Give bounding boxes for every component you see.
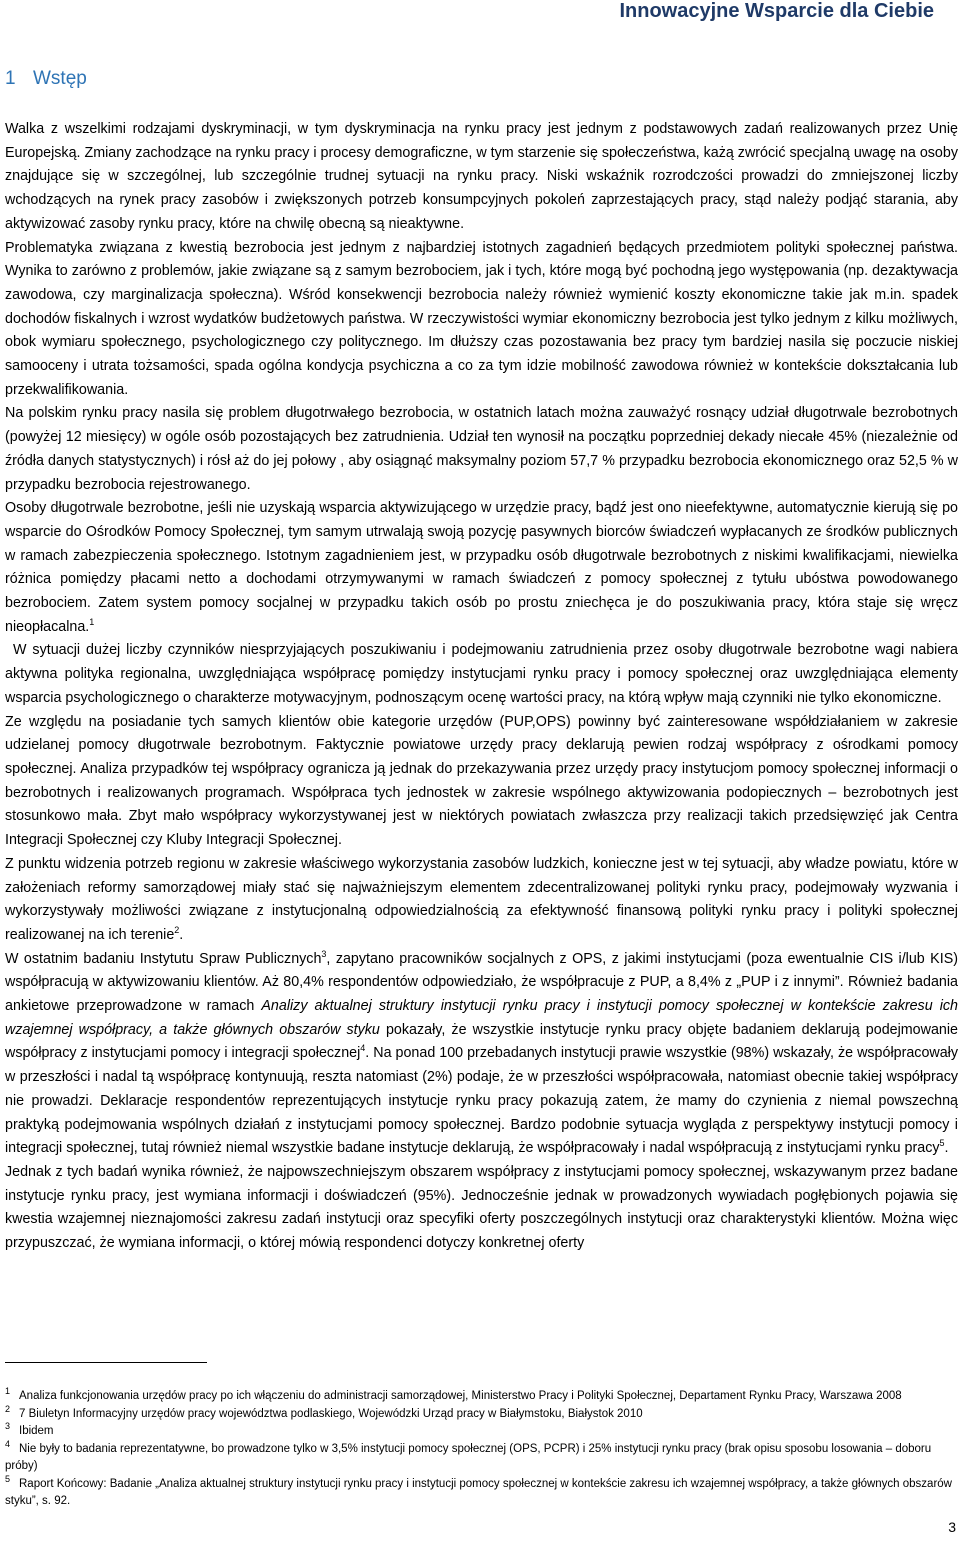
footnote-ref-4: 4 xyxy=(360,1043,366,1054)
footnote-number: 5 xyxy=(5,1473,11,1484)
footnote-separator xyxy=(5,1362,207,1363)
footnote-text: 7 Biuletyn Informacyjny urzędów pracy województwa podlaskiego, Wojewódzki Urząd pracy w Białymstoku, Białystok 2010 xyxy=(19,1407,643,1420)
footnote-number: 3 xyxy=(5,1421,11,1432)
footnote-4 xyxy=(5,1438,958,1476)
paragraph-3: Na polskim rynku pracy nasila się problem długotrwałego bezrobocia, w ostatnich latach można zauważyć rosnący udział długotrwale bezrobotnych (powyżej 12 miesięcy) w ogóle osób pozostających bez zatrudnienia. Udział ten wynosił na początku poprzedniej dekady niecałe 45% (niezależnie od źródła danych statystycznych) i rósł aż do jej połowy , aby osiągnąć maksymalny poziom 57,7 % przypadku bezrobocia ekonomicznego oraz 52,5 % w przypadku bezrobocia rejestrowanego. xyxy=(5,405,958,493)
paragraph-2: Problematyka związana z kwestią bezrobocia jest jednym z najbardziej istotnych zagadnień będących przedmiotem polityki społecznej państwa. Wynika to zarówno z problemów, jakie związane są z samym bezrobociem, jak i tych, które mogą być pochodną jego występowania (np. dezaktywacja zawodowa, czy marginalizacja społeczna). Wśród konsekwencji bezrobocia należy również wymienić koszty ekonomiczne takie jak m.in. spadek dochodów fiskalnych i wzrost wydatków budżetowych państwa. W rzeczywistości wymiar ekonomiczny bezrobocia jest tylko jednym z kilku możliwych, obok wymiaru społecznego, psychologicznego czy politycznego. Im dłuższy czas pozostawania bez pracy tym bardziej nasila się poczucie niskiej samooceny i utrata tożsamości, spada ogólna kondycja psychiczna a co za tym idzie mobilność zawodowa również w kontekście dokształcania lub przekwalifikowania. xyxy=(5,239,958,398)
section-heading xyxy=(5,68,87,90)
footnote-ref-5: 5 xyxy=(939,1138,945,1149)
paragraph-8-text-c: pokazały, że wszystkie instytucje rynku pracy objęte badaniem deklarują podejmowanie współpracy z instytucjami pomocy i integracji społecznej xyxy=(5,1021,958,1062)
footnote-2 xyxy=(5,1403,958,1424)
footnote-text: Analiza funkcjonowania urzędów pracy po ich włączeniu do administracji samorządowej, Ministerstwo Pracy i Polityki Społecznej, Departament Rynku Pracy, Warszawa 2008 xyxy=(19,1390,902,1402)
footnote-ref-1: 1 xyxy=(89,617,95,627)
page-number: 3 xyxy=(948,1519,956,1535)
paragraph-7-end: . xyxy=(179,926,184,943)
footnote-5 xyxy=(5,1473,958,1511)
paragraph-9: Jednak z tych badań wynika również, że najpowszechniejszym obszarem współpracy z instytucjami pomocy społecznej, wskazywanym przez badane instytucje rynku pracy, jest wymiana informacji i doświadczeń (95%). Jednocześnie jednak w prowadzonych wywiadach pogłębionych pojawia się kwestia wzajemnej nieznajomości zakresu zadań instytucji oraz specyfiki oferty poszczególnych instytucji oraz charakterystyki klientów. Można więc przypuszczać, że wymiana informacji, o której mówią respondenci dotyczy konkretnej oferty xyxy=(5,1163,958,1252)
footnote-3 xyxy=(5,1423,958,1441)
footnote-number: 4 xyxy=(5,1438,11,1449)
paragraph-8-end: . xyxy=(944,1140,949,1157)
paragraph-8-text-a: W ostatnim badaniu Instytutu Spraw Publicznych xyxy=(5,950,322,967)
paragraph-7 xyxy=(5,853,958,948)
footnote-number: 1 xyxy=(5,1386,11,1397)
paragraph-4-text: Osoby długotrwale bezrobotne, jeśli nie uzyskają wsparcia aktywizującego w urzędzie pracy, bądź jest ono nieefektywne, automatycznie kierują się po wsparcie do Ośrodków Pomocy Społecznej, tym samym utrwalają swoją pozycję pasywnych biorców świadczeń wypłacanych ze środków publicznych w ramach zabezpieczenia społecznego. Istotnym zagadnieniem jest, w przypadku osób długotrwale bezrobotnych z niskimi kwalifikacjami, niewielka różnica pomiędzy płacami netto a dochodami otrzymywanymi w ramach świadczeń z pomocy społecznej z tytułu ubóstwa powodowanego bezrobociem. Zatem system pomocy socjalnej w przypadku takich osób po prostu zniechęca je do poszukiwania pracy, która staje się wręcz nieopłacalna. xyxy=(5,500,958,635)
paragraph-8-italic-title: Analizy aktualnej struktury instytucji rynku pracy i instytucji pomocy społecznej w kontekście zakresu ich wzajemnej współpracy, a także głównych obszarów styku xyxy=(5,998,958,1038)
paragraph-8-text-d: . Na ponad 100 przebadanych instytucji prawie wszystkie (98%) wskazały, że współpracowały w przeszłości i nadal tą współpracę kontynuują, reszta natomiast (2%) podaje, że w przeszłości współpracowała, natomiast obecnie takiej współpracy nie prowadzi. Deklaracje respondentów reprezentujących instytucje rynku pracy pokazują zatem, że mamy do czynienia z niemal powszechną praktyką podejmowania wspólnych działań z instytucjami pomocy społecznej. Bardzo podobnie sytuacja wygląda z perspektywy instytucji pomocy i integracji społecznej, tutaj również niemal wszystkie badane instytucje deklarują, że współpracowały i nadal współpracują z instytucjami rynku pracy xyxy=(5,1045,958,1157)
footnote-text: Raport Końcowy: Badanie „Analiza aktualnej struktury instytucji rynku pracy i instytucji pomocy społecznej w kontekście zakresu ich wzajemnej współpracy, a także głównych obszarów styku”, s. 92. xyxy=(5,1477,952,1507)
paragraph-5: W sytuacji dużej liczby czynników niesprzyjających poszukiwaniu i podejmowaniu zatrudnienia przez osoby długotrwale bezrobotne wagi nabiera aktywna polityka regionalna, uwzględniająca współpracę pomiędzy instytucjami rynku pracy i pomocy społecznej oraz uwzględniająca elementy wsparcia psychologicznego o charakterze motywacyjnym, podnoszącym ocenę wartości pracy, na którą wpływ mają czynniki nie tylko ekonomiczne. xyxy=(5,642,958,706)
section-number: 1 xyxy=(5,68,16,89)
section-title: Wstęp xyxy=(33,68,87,89)
footnote-ref-2: 2 xyxy=(174,925,180,936)
paragraph-8-text-b: , zapytano pracowników socjalnych z OPS, z jakimi instytucjami (poza ewentualnie CIS i/lub KIS) współpracują w aktywizowaniu klientów. Aż 80,4% respondentów odpowiedziało, że współpracuje z PUP, a 8,4% z „PUP i z innymi”. Również badania ankietowe przeprowadzone w ramach xyxy=(5,950,958,1015)
paragraph-8 xyxy=(5,948,958,1161)
paragraph-6: Ze względu na posiadanie tych samych klientów obie kategorie urzędów (PUP,OPS) powinny być zainteresowane współdziałaniem w zakresie udzielanej pomocy długotrwale bezrobotnym. Faktycznie powiatowe urzędy pracy deklarują pewien rodzaj współpracy z ośrodkami pomocy społecznej. Analiza przypadków tej współpracy ogranicza ją jednak do przekazywania przez urzędy pracy instytucjom pomocy społecznej informacji o bezrobotnych i realizowanych programach. Współpraca tych jednostek w zakresie wspólnego aktywizowania podopiecznych – bezrobotnych jest stosunkowo mała. Zbyt mało współpracy wykorzystywanej jest w niektórych powiatach zwłaszcza przy realizacji takich przedsięwzięć jak Centra Integracji Społecznej czy Kluby Integracji Społecznej. xyxy=(5,713,958,849)
footnote-number: 2 xyxy=(5,1403,11,1414)
page-header-title: Innowacyjne Wsparcie dla Ciebie xyxy=(619,0,934,22)
footnote-text: Ibidem xyxy=(19,1425,54,1437)
footnote-text: Nie były to badania reprezentatywne, bo prowadzone tylko w 3,5% instytucji pomocy społecznej (OPS, PCPR) i 25% instytucji rynku pracy (brak opisu sposobu losowania – doboru próby) xyxy=(5,1442,932,1472)
paragraph-1: Walka z wszelkimi rodzajami dyskryminacji, w tym dyskryminacja na rynku pracy jest jednym z podstawowych zadań realizowanych przez Unię Europejską. Zmiany zachodzące na rynku pracy i procesy demograficzne, w tym starzenie się społeczeństwa, każą zwrócić specjalną uwagę na osoby znajdujące się w szczególnej, lub szczególnie trudnej sytuacji na rynku pracy. Niski wskaźnik rozrodczości prowadzi do zmniejszonej liczby wchodzących na rynek pracy zasobów i zwiększonych potrzeb konsumpcyjnych pokoleń zaprzestających pracy, stąd należy podjąć starania, aby aktywizować zasoby rynku pracy, które na chwilę obecną są nieaktywne. xyxy=(5,121,958,232)
footnote-1 xyxy=(5,1388,958,1406)
paragraph-4 xyxy=(5,497,958,639)
footnotes xyxy=(5,1388,958,1511)
paragraph-7-text: Z punktu widzenia potrzeb regionu w zakresie właściwego wykorzystania zasobów ludzkich, konieczne jest w tej sytuacji, aby władze powiatu, które w założeniach reformy samorządowej miały stać się najważniejszym elementem zdecentralizowanej polityki rynku pracy, podejmowały wyzwania i wykorzystywały możliwości związane z instytucjonalną odpowiedzialnością za efektywność finansową polityki rynku pracy i polityki społecznej realizowanej na ich terenie xyxy=(5,855,958,943)
footnote-ref-3: 3 xyxy=(321,948,327,959)
body-text xyxy=(5,118,958,1256)
